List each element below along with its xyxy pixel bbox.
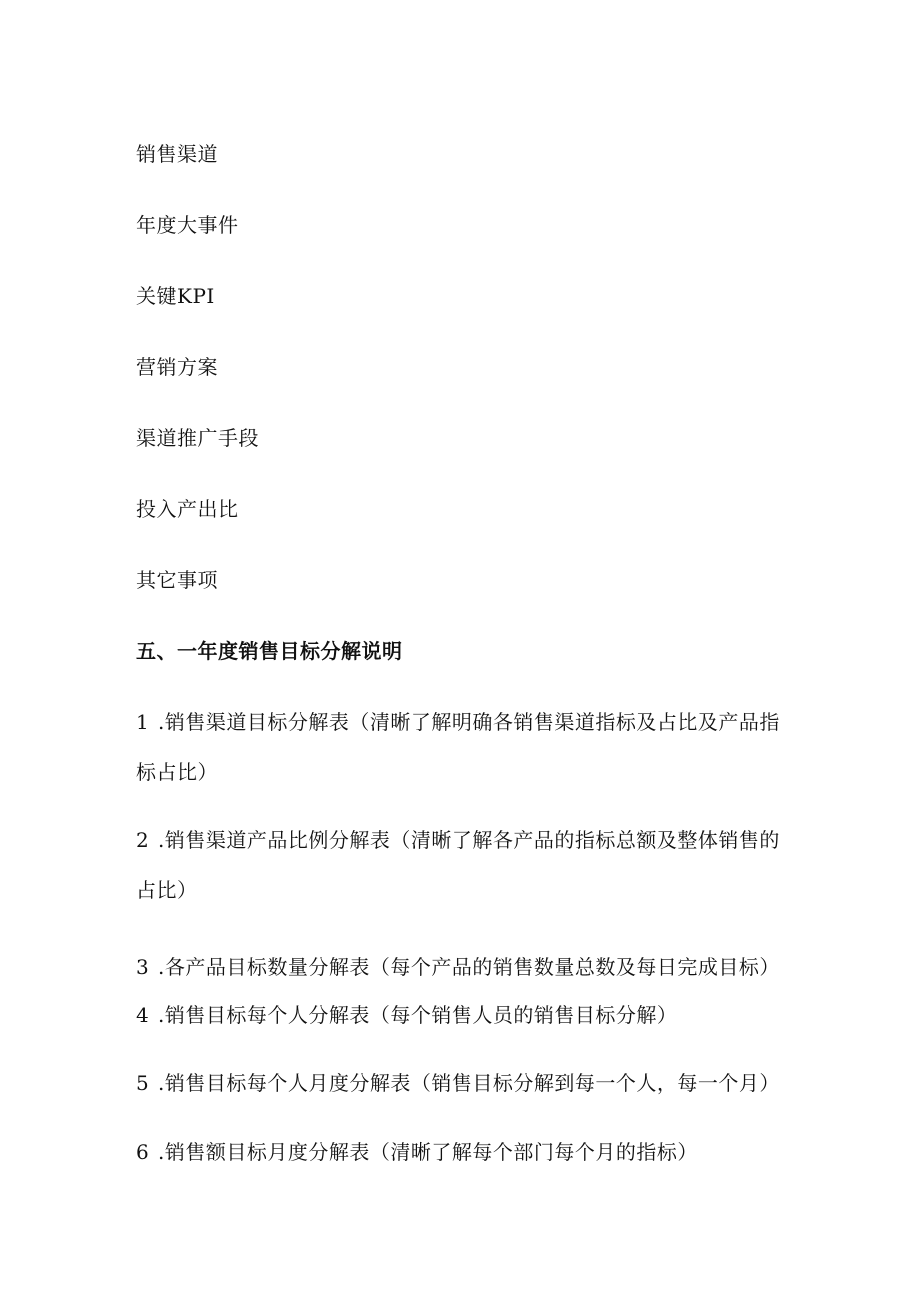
list-item-4 [136, 990, 796, 1040]
list-item-number: 6 [136, 1140, 150, 1164]
list-item-number: 4 [136, 1003, 150, 1027]
topic-marketing-plan: 营销方案 [136, 355, 218, 379]
list-item-2 [136, 815, 796, 915]
list-item-5 [136, 1058, 796, 1108]
topic-other-matters: 其它事项 [136, 568, 218, 592]
list-item-text: .销售渠道目标分解表（清晰了解明确各销售渠道指标及占比及产品指标占比） [136, 710, 780, 784]
list-item-text: .销售额目标月度分解表（清晰了解每个部门每个月的指标） [158, 1140, 698, 1164]
list-item-6 [136, 1127, 796, 1177]
topic-key-kpi: 关键KPI [136, 284, 215, 308]
list-item-number: 1 [136, 710, 150, 734]
list-item-text: .各产品目标数量分解表（每个产品的销售数量总数及每日完成目标） [158, 955, 780, 979]
list-item-number: 3 [136, 955, 150, 979]
list-item-3 [136, 942, 796, 992]
section-heading: 五、一年度销售目标分解说明 [136, 639, 403, 663]
list-item-text: .销售目标每个人分解表（每个销售人员的销售目标分解） [158, 1003, 678, 1027]
topic-sales-channels: 销售渠道 [136, 142, 218, 166]
list-item-number: 5 [136, 1071, 150, 1095]
list-item-text: .销售渠道产品比例分解表（清晰了解各产品的指标总额及整体销售的占比） [136, 828, 780, 902]
list-item-number: 2 [136, 828, 150, 852]
topic-channel-promotion: 渠道推广手段 [136, 426, 259, 450]
topic-annual-events: 年度大事件 [136, 213, 239, 237]
list-item-text: .销售目标每个人月度分解表（销售目标分解到每一个人，每一个月） [158, 1071, 780, 1095]
topic-roi: 投入产出比 [136, 497, 239, 521]
list-item-1 [136, 697, 796, 797]
